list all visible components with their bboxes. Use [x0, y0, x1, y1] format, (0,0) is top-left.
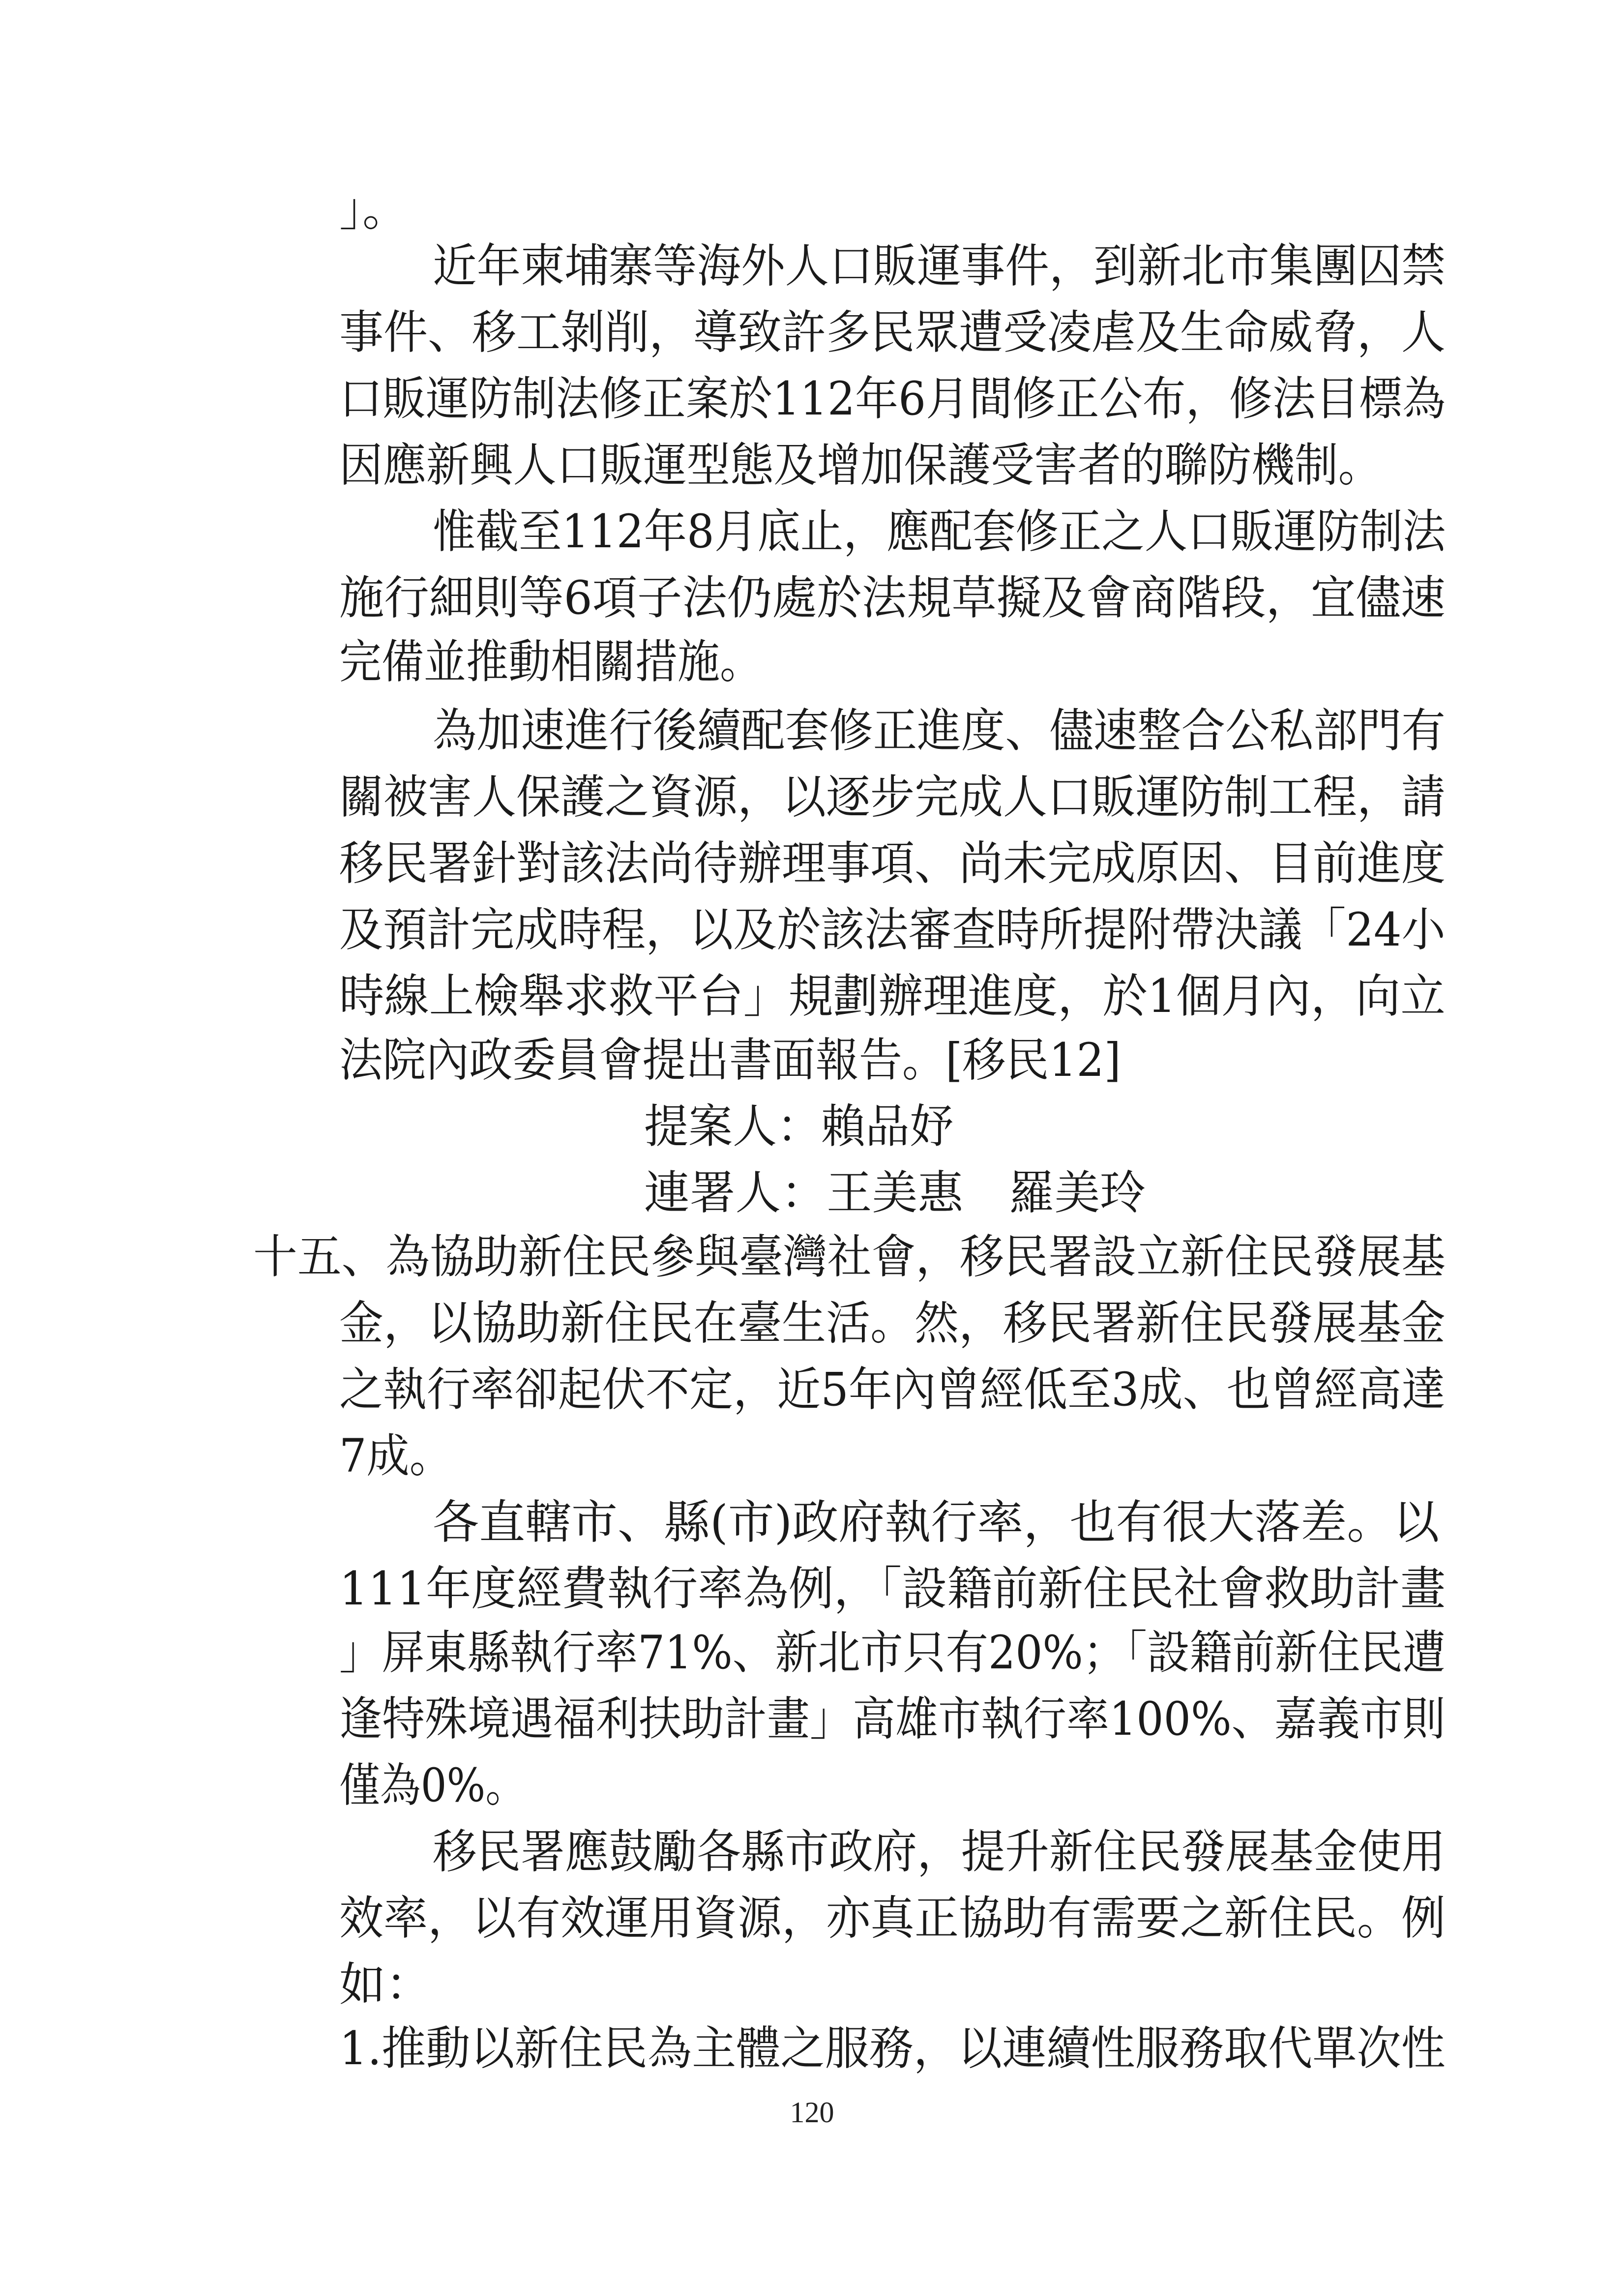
- list-item: 1.推動以新住民為主體之服務，以連續性服務取代單次性: [339, 2022, 1446, 2075]
- text-line: 如：: [339, 1958, 432, 2012]
- text-line: 法院內政委員會提出書面報告。[移民12]: [339, 1034, 1121, 1087]
- text-line: 」。: [339, 183, 409, 237]
- text-line: 惟截至112年8月底止，應配套修正之人口販運防制法: [433, 505, 1446, 559]
- text-line: 時線上檢舉求救平台」規劃辦理進度，於1個月內，向立: [339, 970, 1446, 1023]
- text-line: 」屏東縣執行率71%、新北市只有20%；「設籍前新住民遭: [339, 1626, 1446, 1680]
- text-line: 為加速進行後續配套修正進度、儘速整合公私部門有: [433, 704, 1446, 758]
- text-line: 事件、移工剝削，導致許多民眾遭受凌虐及生命威脅，人: [339, 306, 1446, 359]
- text-line: 之執行率卻起伏不定，近5年內曾經低至3成、也曾經高達: [339, 1363, 1446, 1417]
- text-line: 效率，以有效運用資源，亦真正協助有需要之新住民。例: [339, 1892, 1446, 1945]
- text-line: 移民署針對該法尚待辦理事項、尚未完成原因、目前進度: [339, 837, 1446, 890]
- proposer-line: 提案人：賴品妤: [644, 1100, 954, 1154]
- text-line: 及預計完成時程，以及於該法審查時所提附帶決議「24小: [339, 903, 1446, 957]
- text-line: 近年柬埔寨等海外人口販運事件，到新北市集團囚禁: [433, 239, 1446, 293]
- text-line: 僅為0%。: [339, 1759, 527, 1812]
- text-line: 口販運防制法修正案於112年6月間修正公布，修法目標為: [339, 372, 1446, 426]
- item-heading: 十五、為協助新住民參與臺灣社會，移民署設立新住民發展基: [253, 1230, 1446, 1284]
- text-line: 完備並推動相關措施。: [339, 635, 763, 689]
- text-line: 金，以協助新住民在臺生活。然，移民署新住民發展基金: [339, 1297, 1446, 1350]
- text-line: 7成。: [339, 1429, 452, 1483]
- text-line: 111年度經費執行率為例，「設籍前新住民社會救助計畫: [339, 1562, 1446, 1616]
- text-line: 移民署應鼓勵各縣市政府，提升新住民發展基金使用: [433, 1825, 1446, 1879]
- text-line: 因應新興人口販運型態及增加保護受害者的聯防機制。: [339, 439, 1382, 492]
- page-number: 120: [790, 2096, 834, 2129]
- cosigner-line: 連署人：王美惠 羅美玲: [644, 1166, 1146, 1220]
- text-line: 施行細則等6項子法仍處於法規草擬及會商階段，宜儘速: [339, 571, 1446, 625]
- text-line: 關被害人保護之資源，以逐步完成人口販運防制工程，請: [339, 771, 1446, 824]
- text-line: 逢特殊境遇福利扶助計畫」高雄市執行率100%、嘉義市則: [339, 1692, 1446, 1746]
- text-line: 各直轄市、縣(市)政府執行率，也有很大落差。以: [433, 1496, 1440, 1549]
